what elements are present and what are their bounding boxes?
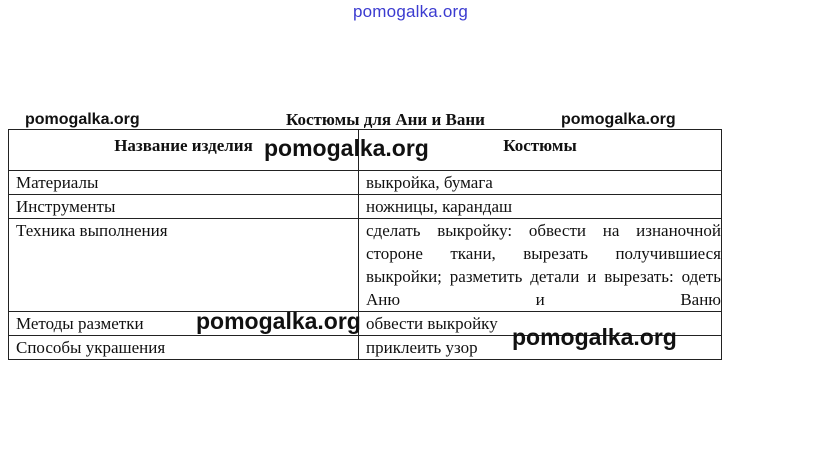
header-product-name: Название изделия [9, 130, 359, 171]
row-label-marking-methods: Методы разметки [9, 312, 359, 336]
row-value-materials: выкройка, бумага [359, 171, 722, 195]
header-product-value: Костюмы [359, 130, 722, 171]
row-value-marking-methods: обвести выкройку [359, 312, 722, 336]
row-value-tools: ножницы, карандаш [359, 195, 722, 219]
row-value-decoration: приклеить узор [359, 336, 722, 360]
row-label-decoration: Способы украшения [9, 336, 359, 360]
row-label-technique: Техника выполнения [9, 219, 359, 312]
row-label-materials: Материалы [9, 171, 359, 195]
row-value-technique: сделать выкройку: обвести на изнаночной стороне ткани, вырезать получившиеся выкройки; разметить детали и вырезать: одеть Аню и Ваню [359, 219, 722, 312]
table-row [9, 219, 722, 312]
document-title: Костюмы для Ани и Вани [286, 110, 485, 129]
watermark-overlay-2: pomogalka.org [196, 308, 361, 334]
watermark-overlay-3: pomogalka.org [512, 324, 677, 350]
watermark-left: pomogalka.org [25, 111, 140, 128]
table-row [9, 195, 722, 219]
table-row [9, 171, 722, 195]
row-label-tools: Инструменты [9, 195, 359, 219]
watermark-right: pomogalka.org [561, 111, 676, 128]
watermark-top: pomogalka.org [353, 2, 469, 21]
watermark-overlay-1: pomogalka.org [264, 135, 429, 161]
